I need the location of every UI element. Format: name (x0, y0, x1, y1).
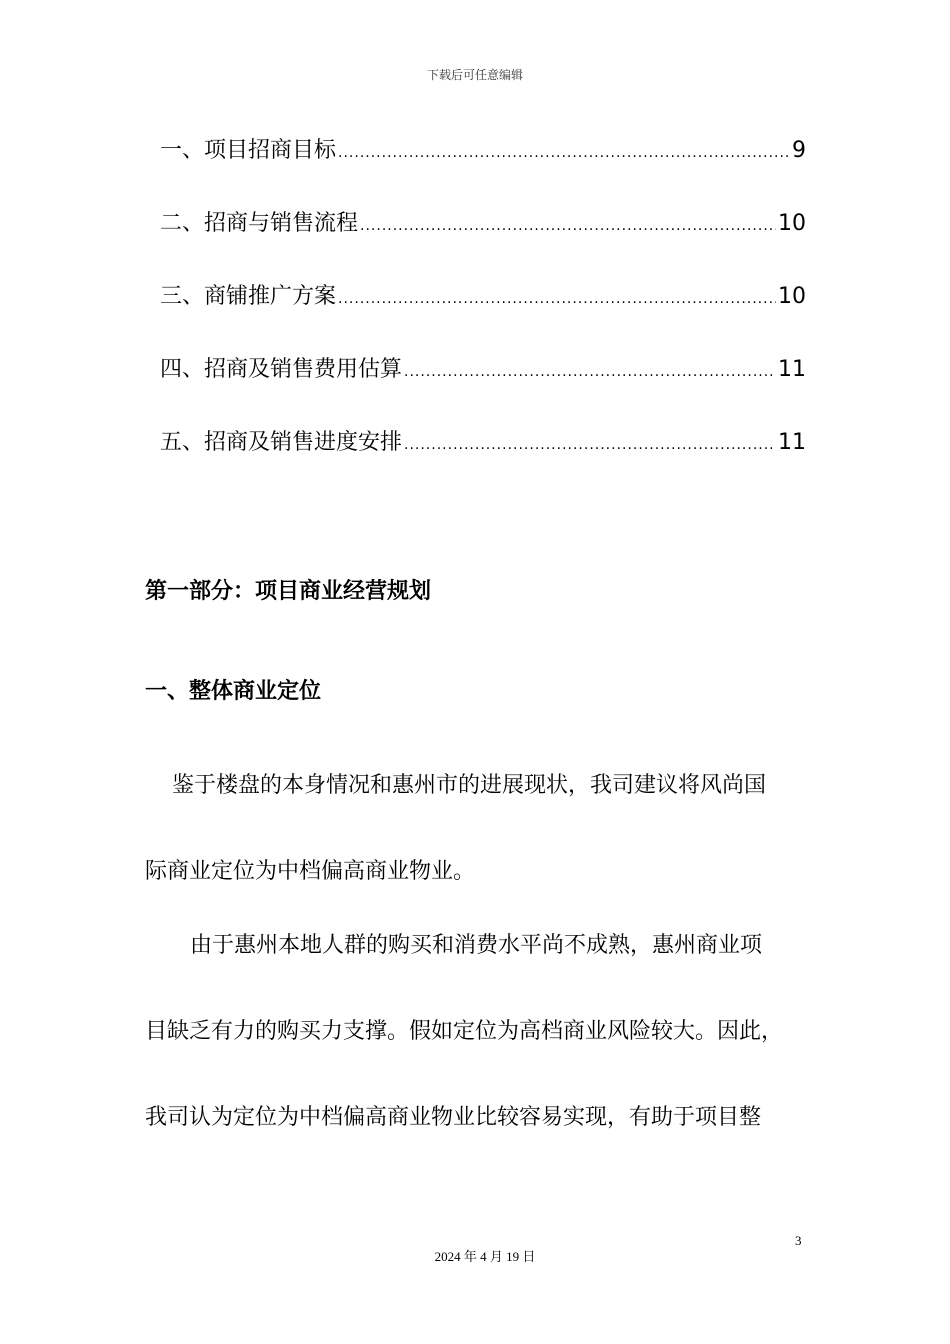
table-of-contents (160, 130, 806, 495)
page-header: 下载后可任意编辑 (426, 68, 523, 82)
paragraph-line: 我司认为定位为中档偏高商业物业比较容易实现，有助于项目整 (145, 1105, 762, 1130)
paragraph-line: 由于惠州本地人群的购买和消费水平尚不成熟，惠州商业项 (190, 933, 763, 958)
page-number: 3 (795, 1233, 802, 1248)
toc-entry[interactable] (160, 203, 806, 276)
toc-entry[interactable] (160, 276, 806, 349)
toc-dot-leader (360, 205, 776, 247)
toc-entry-page: 11 (778, 357, 806, 382)
toc-entry-label: 二、招商与销售流程 (160, 211, 359, 236)
paragraph-line: 鉴于楼盘的本身情况和惠州市的进展现状，我司建议将风尚国 (172, 773, 767, 798)
toc-entry-label: 五、招商及销售进度安排 (160, 430, 403, 455)
toc-entry-label: 四、招商及销售费用估算 (160, 357, 403, 382)
section-heading: 一、整体商业定位 (145, 679, 322, 704)
part-heading: 第一部分：项目商业经营规划 (145, 579, 432, 604)
toc-entry-page: 11 (778, 430, 806, 455)
toc-entry-page: 10 (778, 211, 806, 236)
toc-dot-leader (338, 278, 776, 320)
toc-entry-page: 9 (792, 138, 806, 163)
toc-entry-label: 三、商铺推广方案 (160, 284, 337, 309)
toc-entry-label: 一、项目招商目标 (160, 138, 337, 163)
toc-dot-leader (404, 424, 776, 466)
toc-entry[interactable] (160, 130, 806, 203)
toc-entry[interactable] (160, 422, 806, 495)
footer-date: 2024 年 4 月 19 日 (434, 1249, 536, 1264)
paragraph-line: 目缺乏有力的购买力支撑。假如定位为高档商业风险较大。因此， (145, 1019, 784, 1044)
toc-entry[interactable] (160, 349, 806, 422)
toc-dot-leader (404, 351, 776, 393)
toc-dot-leader (338, 132, 790, 174)
paragraph-line: 际商业定位为中档偏高商业物业。 (145, 859, 476, 884)
toc-entry-page: 10 (778, 284, 806, 309)
